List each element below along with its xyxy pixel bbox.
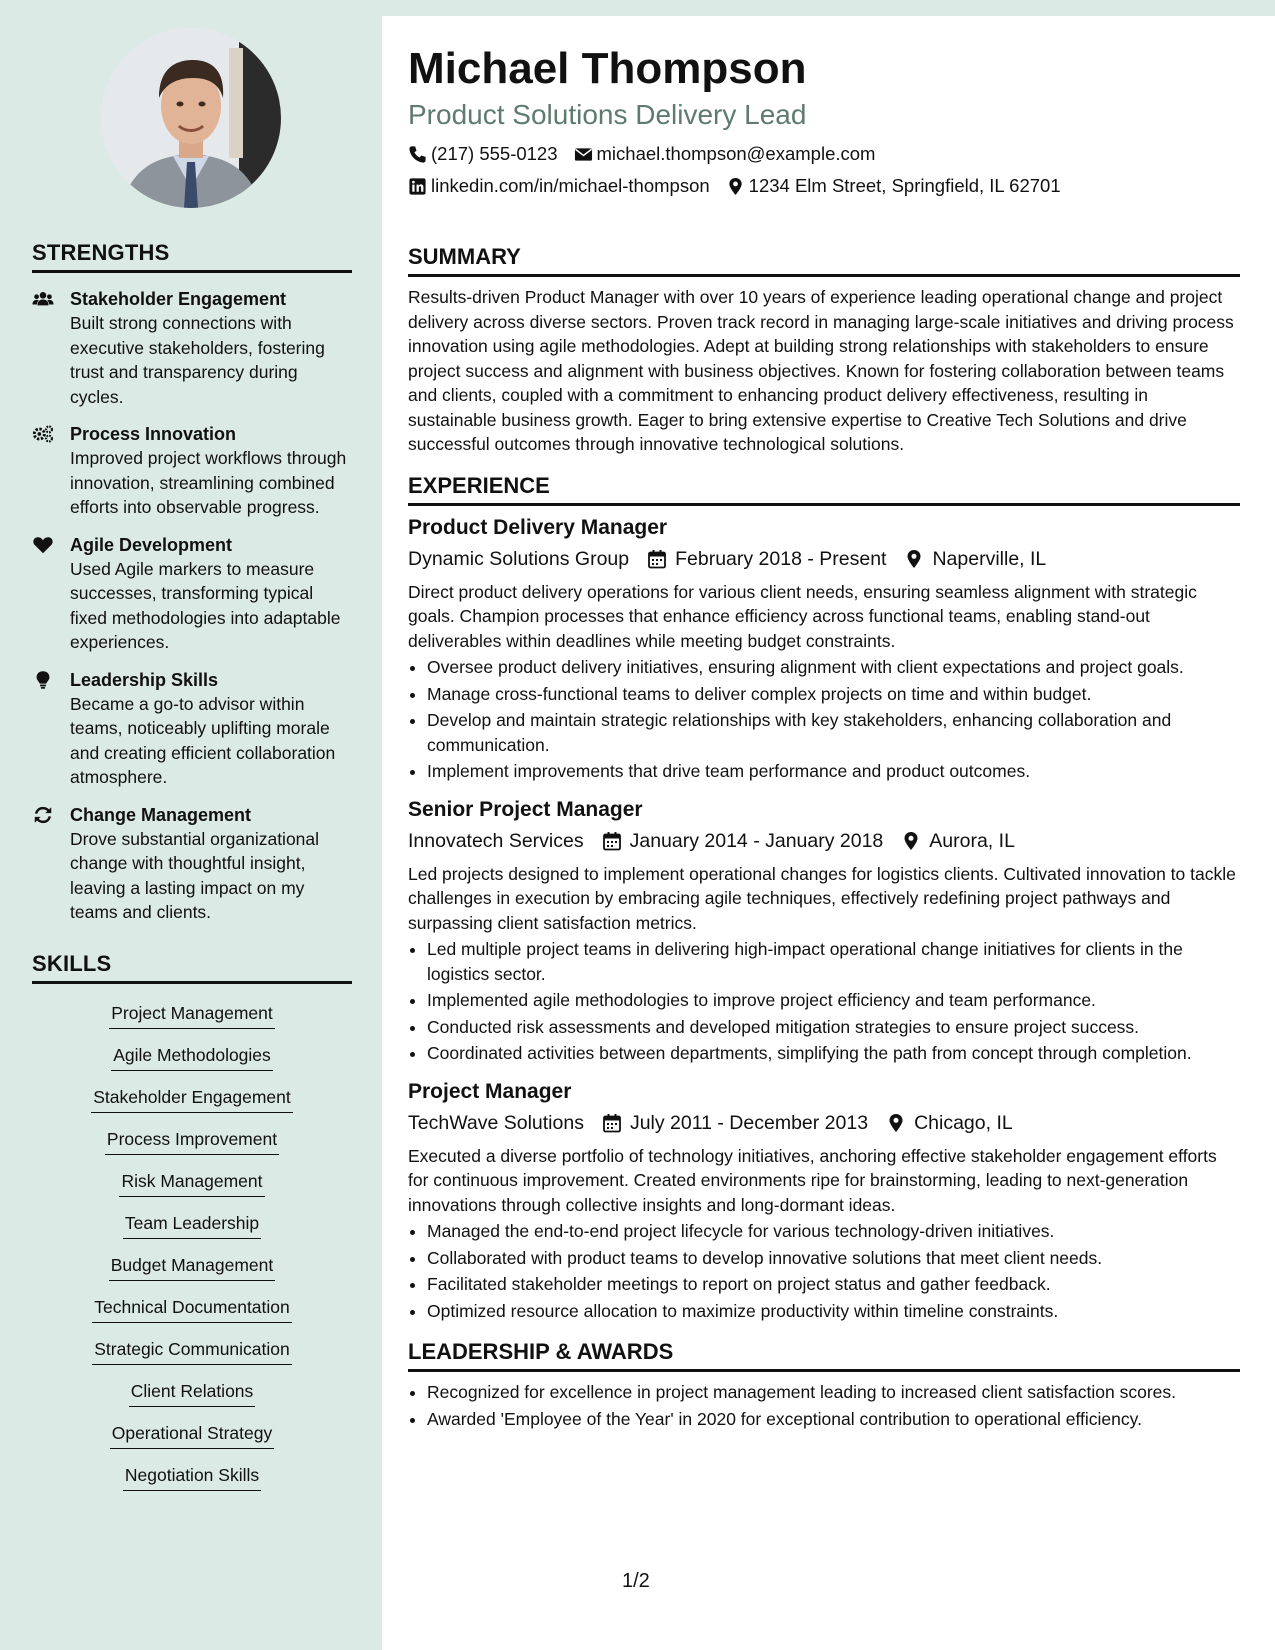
calendar-icon bbox=[647, 549, 667, 569]
map-pin-icon bbox=[886, 1113, 906, 1133]
summary-section bbox=[408, 244, 1240, 457]
strength-title: Change Management bbox=[70, 804, 252, 825]
job-company: Dynamic Solutions Group bbox=[408, 547, 630, 570]
strength-item bbox=[32, 287, 352, 409]
calendar-icon bbox=[602, 1113, 622, 1133]
map-pin-icon bbox=[901, 831, 921, 851]
skills-heading: SKILLS bbox=[32, 951, 352, 984]
bullet-item: • Develop and maintain strategic relationships with key stakeholders, enhancing collaboration and communication. bbox=[427, 708, 1240, 757]
skill-label: Strategic Communication bbox=[92, 1336, 292, 1365]
skill-item bbox=[32, 1042, 352, 1071]
skill-item bbox=[32, 1252, 352, 1281]
strength-desc: Drove substantial organizational change with thoughtful insight, leaving a lasting impact on my teams and clients. bbox=[70, 828, 320, 922]
strength-title: Agile Development bbox=[70, 534, 233, 555]
skill-item bbox=[32, 1084, 352, 1113]
awards-heading: LEADERSHIP & AWARDS bbox=[408, 1339, 1240, 1372]
bullet-item: • Manage cross-functional teams to deliver complex projects on time and within budget. bbox=[427, 682, 1240, 707]
job-bullets bbox=[408, 937, 1240, 1066]
job-location-text: Aurora, IL bbox=[929, 829, 1015, 852]
job-bullets bbox=[408, 655, 1240, 784]
strength-item bbox=[32, 533, 352, 655]
skill-item bbox=[32, 1378, 352, 1407]
strength-desc: Became a go-to advisor within teams, noticeably uplifting morale and creating efficient collaboration atmosphere. bbox=[70, 693, 336, 787]
bullet-item: • Led multiple project teams in delivering high-impact operational change initiatives for clients in the logistics sector. bbox=[427, 937, 1240, 986]
contact-phone bbox=[408, 138, 558, 170]
job-meta bbox=[408, 1106, 1240, 1140]
bullet-item: • Managed the end-to-end project lifecycle for various technology-driven initiatives. bbox=[427, 1219, 1240, 1244]
job-location-text: Naperville, IL bbox=[932, 547, 1047, 570]
skill-item bbox=[32, 1336, 352, 1365]
skill-item bbox=[32, 1168, 352, 1197]
awards-list bbox=[408, 1380, 1240, 1431]
job-role: Project Manager bbox=[408, 1079, 572, 1103]
skill-label: Team Leadership bbox=[123, 1210, 261, 1239]
strength-desc: Built strong connections with executive stakeholders, fostering trust and transparency during cycles. bbox=[70, 313, 325, 407]
skill-item bbox=[32, 1126, 352, 1155]
contact-row bbox=[408, 138, 1240, 170]
skill-item bbox=[32, 1462, 352, 1491]
awards-section bbox=[408, 1339, 1240, 1431]
job-company: TechWave Solutions bbox=[408, 1111, 584, 1134]
job-role: Senior Project Manager bbox=[408, 797, 643, 821]
strength-item bbox=[32, 803, 352, 925]
envelope-icon bbox=[574, 145, 593, 164]
candidate-title: Product Solutions Delivery Lead bbox=[408, 99, 807, 130]
phone-icon bbox=[408, 145, 427, 164]
job-dates bbox=[647, 542, 886, 576]
job-bullets bbox=[408, 1219, 1240, 1323]
job-location bbox=[904, 542, 1046, 576]
phone-text: (217) 555-0123 bbox=[431, 143, 558, 164]
job-dates bbox=[602, 1106, 868, 1140]
strengths-heading: STRENGTHS bbox=[32, 240, 352, 273]
skill-label: Risk Management bbox=[119, 1168, 264, 1197]
job-dates bbox=[602, 824, 884, 858]
strength-desc: Used Agile markers to measure successes, transforming typical fixed methodologies into adaptable experiences. bbox=[70, 558, 341, 652]
experience-heading: EXPERIENCE bbox=[408, 473, 1240, 506]
skill-label: Operational Strategy bbox=[110, 1420, 275, 1449]
page-number: 1/2 bbox=[622, 1570, 650, 1592]
skill-label: Budget Management bbox=[109, 1252, 275, 1281]
bullet-item: • Conducted risk assessments and developed mitigation strategies to ensure project success. bbox=[427, 1015, 1240, 1040]
bullet-item: • Optimized resource allocation to maximize productivity within timeline constraints. bbox=[427, 1299, 1240, 1324]
job-dates-text: July 2011 - December 2013 bbox=[629, 1111, 869, 1134]
summary-text: Results-driven Product Manager with over 10 years of experience leading operational change and project delivery across diverse sectors. Proven track record in managing large-scale initiatives and driving process innovation using agile methodologies. Adept at building strong relationships with stakeholders to ensure project success and alignment with business objectives. Known for fostering collaboration between teams and clients, coupled with a commitment to enhancing product delivery effectiveness, resulting in sustainable business growth. Eager to bring extensive expertise to Creative Tech Solutions and drive successful outcomes through innovative technological solutions. bbox=[408, 287, 1234, 454]
gears-icon bbox=[32, 422, 70, 520]
skill-label: Negotiation Skills bbox=[123, 1462, 261, 1491]
bullet-item: • Collaborated with product teams to develop innovative solutions that meet client needs. bbox=[427, 1246, 1240, 1271]
skills-list bbox=[32, 1000, 352, 1491]
job-location bbox=[901, 824, 1015, 858]
job-description: Led projects designed to implement operational changes for logistics clients. Cultivated innovation to tackle challenges in execution by embracing agile techniques, effectively redefining project pathways and surpassing client satisfaction metrics. bbox=[408, 863, 1236, 933]
job-description: Direct product delivery operations for various client needs, ensuring seamless alignment with strategic goals. Champion processes that enhance efficiency across functional teams, enabling stand-out deliverables within deadlines while meeting budget constraints. bbox=[408, 581, 1197, 651]
strength-title: Process Innovation bbox=[70, 424, 237, 444]
job-meta bbox=[408, 542, 1240, 576]
heart-icon bbox=[32, 533, 70, 655]
skill-item bbox=[32, 1210, 352, 1239]
map-pin-icon bbox=[904, 549, 924, 569]
bullet-item: • Oversee product delivery initiatives, ensuring alignment with client expectations and project goals. bbox=[427, 655, 1240, 680]
job-entry bbox=[408, 796, 1240, 1066]
award-item: • Recognized for excellence in project management leading to increased client satisfaction scores. bbox=[427, 1380, 1240, 1405]
contact-linkedin bbox=[408, 170, 710, 202]
address-text: 1234 Elm Street, Springfield, IL 62701 bbox=[748, 175, 1061, 196]
job-meta bbox=[408, 824, 1240, 858]
skill-item bbox=[32, 1420, 352, 1449]
job-location-text: Chicago, IL bbox=[914, 1111, 1013, 1134]
skill-label: Technical Documentation bbox=[92, 1294, 292, 1323]
map-pin-icon bbox=[726, 177, 745, 196]
sidebar bbox=[0, 0, 382, 1650]
skill-item bbox=[32, 1000, 352, 1029]
sync-icon bbox=[32, 803, 70, 925]
strength-item bbox=[32, 668, 352, 790]
summary-heading: SUMMARY bbox=[408, 244, 1240, 277]
award-item: • Awarded 'Employee of the Year' in 2020 for exceptional contribution to operational efficiency. bbox=[427, 1407, 1240, 1432]
bullet-item: • Coordinated activities between departments, simplifying the path from concept through completion. bbox=[427, 1041, 1240, 1066]
strength-desc: Improved project workflows through innovation, streamlining combined efforts into observable progress. bbox=[70, 448, 347, 517]
strengths-list bbox=[32, 287, 352, 925]
job-entry bbox=[408, 1078, 1240, 1324]
strength-title: Leadership Skills bbox=[70, 669, 219, 690]
main-content bbox=[408, 40, 1240, 1433]
strength-item bbox=[32, 422, 352, 520]
job-dates-text: January 2014 - January 2018 bbox=[629, 829, 884, 852]
users-icon bbox=[32, 287, 70, 409]
job-entry bbox=[408, 514, 1240, 784]
skill-label: Process Improvement bbox=[105, 1126, 279, 1155]
job-location bbox=[886, 1106, 1013, 1140]
linkedin-text: linkedin.com/in/michael-thompson bbox=[431, 175, 710, 196]
job-dates-text: February 2018 - Present bbox=[675, 547, 887, 570]
avatar bbox=[101, 28, 281, 208]
experience-section bbox=[408, 473, 1240, 1324]
lightbulb-icon bbox=[32, 668, 70, 790]
skill-label: Client Relations bbox=[129, 1378, 256, 1407]
calendar-icon bbox=[602, 831, 622, 851]
job-role: Product Delivery Manager bbox=[408, 515, 668, 539]
bullet-item: • Facilitated stakeholder meetings to report on project status and gather feedback. bbox=[427, 1272, 1240, 1297]
strength-title: Stakeholder Engagement bbox=[70, 289, 287, 309]
skill-item bbox=[32, 1294, 352, 1323]
job-company: Innovatech Services bbox=[408, 829, 584, 852]
skill-label: Project Management bbox=[109, 1000, 274, 1029]
bullet-item: • Implement improvements that drive team performance and product outcomes. bbox=[427, 759, 1240, 784]
contact-address bbox=[726, 170, 1061, 202]
job-description: Executed a diverse portfolio of technology initiatives, anchoring effective stakeholder engagement efforts for continuous improvement. Created environments ripe for brainstorming, leading to next-generation innovations through collective insights and long-dormant ideas. bbox=[408, 1145, 1217, 1215]
skill-label: Agile Methodologies bbox=[111, 1042, 273, 1071]
skill-label: Stakeholder Engagement bbox=[91, 1084, 293, 1113]
contact-row-2 bbox=[408, 170, 1240, 202]
email-text: michael.thompson@example.com bbox=[596, 143, 876, 164]
linkedin-icon bbox=[408, 177, 427, 196]
bullet-item: • Implemented agile methodologies to improve project efficiency and team performance. bbox=[427, 988, 1240, 1013]
candidate-name: Michael Thompson bbox=[408, 44, 807, 93]
contact-email bbox=[574, 138, 876, 170]
